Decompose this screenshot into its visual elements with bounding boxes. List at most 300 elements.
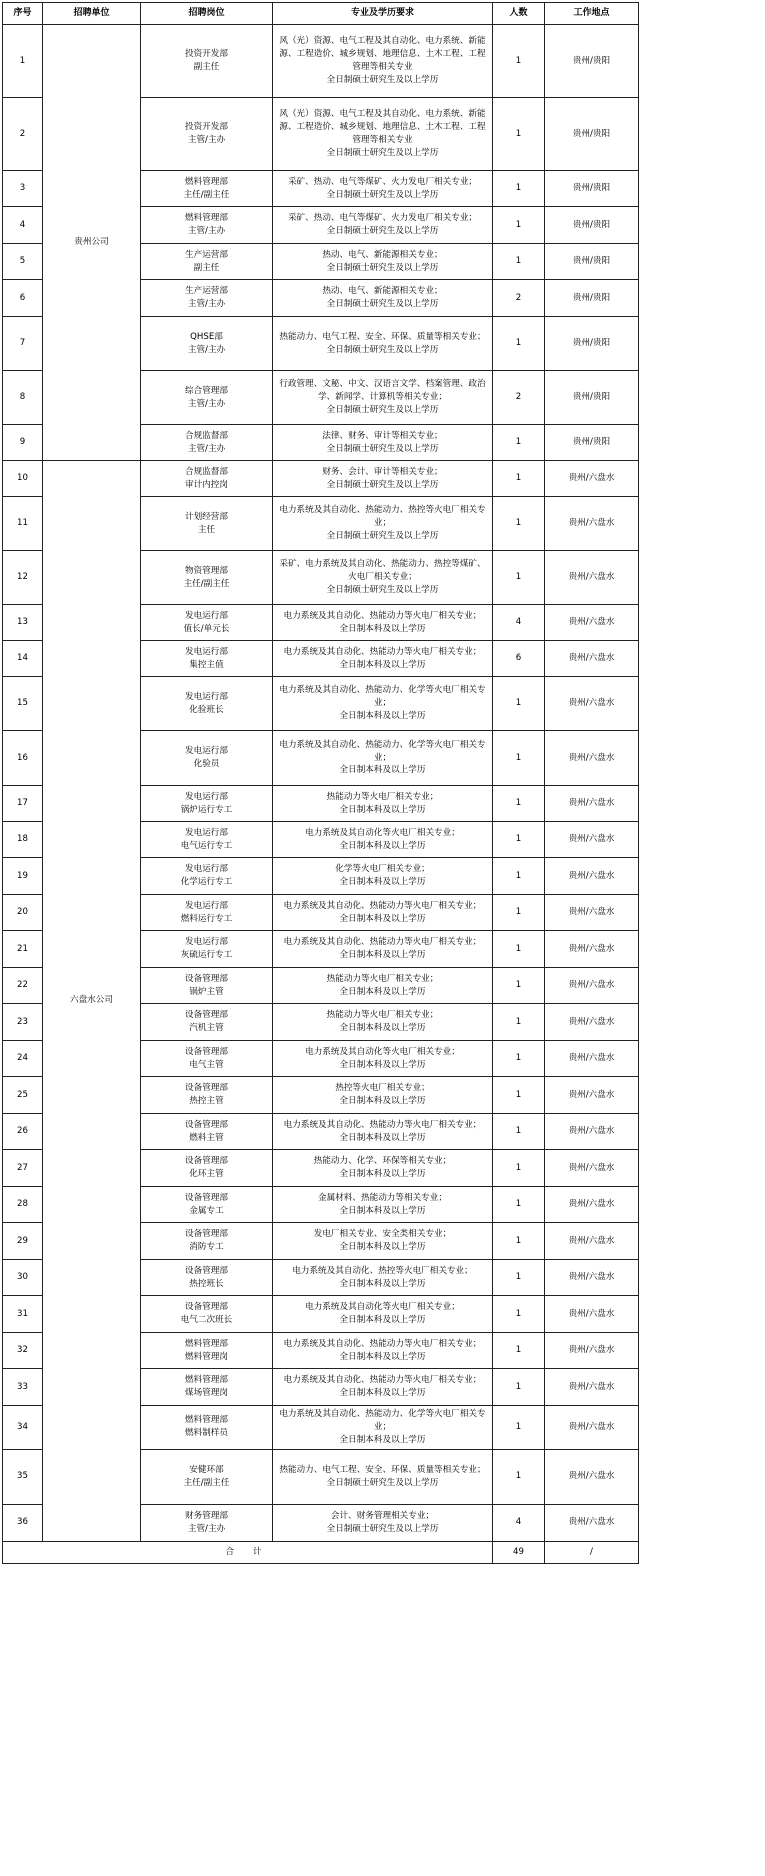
education-requirement: 全日制本科及以上学历 (339, 1205, 426, 1216)
requirements-cell (273, 371, 493, 425)
requirements-cell (273, 1504, 493, 1541)
count-cell: 4 (493, 605, 545, 641)
count-cell: 1 (493, 207, 545, 244)
major-requirement: 热能动力等火电厂相关专业； (326, 973, 439, 984)
location-cell: 贵州/六盘水 (545, 1296, 639, 1333)
row-number: 17 (3, 786, 43, 822)
table-body (3, 25, 639, 1542)
major-requirement: 电力系统及其自动化、热能动力、热控等火电厂相关专业； (279, 505, 486, 529)
major-requirement: 发电厂相关专业、安全类相关专业； (313, 1229, 452, 1240)
position-title: 主管/主办 (187, 344, 226, 355)
requirements-cell (273, 1406, 493, 1450)
row-number: 34 (3, 1406, 43, 1450)
location-cell: 贵州/贵阳 (545, 425, 639, 461)
row-number: 24 (3, 1041, 43, 1077)
position-cell (141, 25, 273, 98)
position-title: 热控主管 (189, 1096, 224, 1106)
location-cell: 贵州/六盘水 (545, 858, 639, 895)
department-name: 投资开发部 (185, 122, 228, 133)
location-cell: 贵州/六盘水 (545, 1004, 639, 1041)
total-location: / (545, 1541, 639, 1563)
department-name: 燃料管理部 (185, 176, 228, 187)
department-name: 燃料管理部 (185, 1415, 228, 1426)
total-row (3, 1541, 639, 1563)
requirements-cell (273, 244, 493, 280)
major-requirement: 电力系统及其自动化、热能动力等火电厂相关专业； (283, 937, 482, 948)
position-title: 电气运行专工 (180, 840, 233, 851)
location-cell: 贵州/六盘水 (545, 1449, 639, 1504)
major-requirement: 电力系统及其自动化、热能动力等火电厂相关专业； (283, 900, 482, 911)
position-cell (141, 461, 273, 497)
department-name: 发电运行部 (185, 646, 228, 657)
major-requirement: 热能动力、化学、环保等相关专业； (313, 1156, 452, 1167)
location-cell: 贵州/贵阳 (545, 207, 639, 244)
position-title: 主任/副主任 (183, 1477, 230, 1488)
department-name: 发电运行部 (185, 746, 228, 757)
requirements-cell (273, 1449, 493, 1504)
department-name: 设备管理部 (185, 1083, 228, 1094)
row-number: 7 (3, 317, 43, 371)
row-number: 10 (3, 461, 43, 497)
major-requirement: 热能动力、电气工程、安全、环保、质量等相关专业； (279, 1464, 486, 1475)
major-requirement: 风（光）资源、电气工程及其自动化、电力系统、新能源、工程造价、城乡规划、地理信息、土木工程、工程管理等相关专业 (279, 109, 486, 145)
count-cell: 2 (493, 371, 545, 425)
row-number: 3 (3, 171, 43, 207)
header-position: 招聘岗位 (141, 3, 273, 25)
count-cell: 1 (493, 968, 545, 1004)
count-cell: 1 (493, 677, 545, 731)
requirements-cell (273, 931, 493, 968)
department-name: 发电运行部 (185, 610, 228, 621)
row-number: 4 (3, 207, 43, 244)
position-title: 主管/主办 (187, 135, 226, 145)
education-requirement: 全日制本科及以上学历 (339, 765, 426, 776)
location-cell: 贵州/六盘水 (545, 786, 639, 822)
requirements-cell (273, 1150, 493, 1187)
education-requirement: 全日制本科及以上学历 (339, 877, 426, 887)
requirements-cell (273, 25, 493, 98)
table-row (3, 25, 639, 98)
major-requirement: 电力系统及其自动化、热能动力、化学等火电厂相关专业； (279, 685, 486, 709)
row-number: 16 (3, 731, 43, 786)
count-cell: 1 (493, 25, 545, 98)
count-cell: 1 (493, 461, 545, 497)
count-cell: 1 (493, 1004, 545, 1041)
requirements-cell (273, 1114, 493, 1150)
row-number: 20 (3, 895, 43, 931)
department-name: 设备管理部 (185, 973, 228, 984)
major-requirement: 电力系统及其自动化、热能动力等火电厂相关专业； (283, 646, 482, 657)
department-name: 合规监督部 (185, 466, 228, 477)
major-requirement: 热动、电气、新能源相关专业； (322, 286, 443, 297)
header-location: 工作地点 (545, 3, 639, 25)
total-label: 合 计 (3, 1541, 493, 1563)
education-requirement: 全日制硕士研究生及以上学历 (326, 74, 439, 85)
requirements-cell (273, 968, 493, 1004)
location-cell: 贵州/六盘水 (545, 551, 639, 605)
requirements-cell (273, 207, 493, 244)
requirements-cell (273, 1004, 493, 1041)
requirements-cell (273, 1260, 493, 1296)
education-requirement: 全日制硕士研究生及以上学历 (326, 530, 439, 541)
education-requirement: 全日制本科及以上学历 (339, 1315, 426, 1325)
position-title: 锅炉运行专工 (180, 804, 233, 815)
position-cell (141, 605, 273, 641)
major-requirement: 电力系统及其自动化、热能动力等火电厂相关专业； (283, 1338, 482, 1349)
position-cell (141, 280, 273, 317)
count-cell: 1 (493, 731, 545, 786)
location-cell: 贵州/六盘水 (545, 461, 639, 497)
position-title: 主任 (197, 524, 216, 535)
requirements-cell (273, 98, 493, 171)
header-no: 序号 (3, 3, 43, 25)
position-title: 集控主值 (189, 659, 224, 670)
header-requirements: 专业及学历要求 (273, 3, 493, 25)
education-requirement: 全日制本科及以上学历 (339, 1388, 426, 1398)
major-requirement: 热能动力等火电厂相关专业； (326, 791, 439, 802)
department-name: 发电运行部 (185, 791, 228, 802)
count-cell: 1 (493, 1333, 545, 1369)
count-cell: 6 (493, 641, 545, 677)
location-cell: 贵州/贵阳 (545, 98, 639, 171)
position-cell (141, 1041, 273, 1077)
education-requirement: 全日制本科及以上学历 (339, 1351, 426, 1362)
row-number: 12 (3, 551, 43, 605)
major-requirement: 电力系统及其自动化等火电厂相关专业； (305, 827, 460, 838)
recruitment-table-container (2, 2, 638, 1564)
row-number: 32 (3, 1333, 43, 1369)
education-requirement: 全日制本科及以上学历 (339, 1242, 426, 1252)
department-name: 设备管理部 (185, 1265, 228, 1276)
major-requirement: 金属材料、热能动力等相关专业； (318, 1192, 447, 1203)
education-requirement: 全日制本科及以上学历 (339, 1023, 426, 1033)
position-cell (141, 1260, 273, 1296)
location-cell: 贵州/六盘水 (545, 497, 639, 551)
position-cell (141, 1077, 273, 1114)
count-cell: 1 (493, 895, 545, 931)
position-title: 化环主管 (189, 1169, 224, 1179)
row-number: 1 (3, 25, 43, 98)
row-number: 33 (3, 1369, 43, 1406)
requirements-cell (273, 461, 493, 497)
location-cell: 贵州/六盘水 (545, 1260, 639, 1296)
row-number: 14 (3, 641, 43, 677)
requirements-cell (273, 822, 493, 858)
position-title: 燃料运行专工 (180, 913, 233, 924)
department-name: 发电运行部 (185, 827, 228, 838)
requirements-cell (273, 677, 493, 731)
position-title: 电气二次班长 (180, 1315, 233, 1325)
education-requirement: 全日制本科及以上学历 (339, 1278, 426, 1289)
major-requirement: 化学等火电厂相关专业； (335, 864, 430, 875)
position-cell (141, 731, 273, 786)
position-cell (141, 497, 273, 551)
count-cell: 1 (493, 1077, 545, 1114)
major-requirement: 采矿、热动、电气等煤矿、火力发电厂相关专业； (287, 213, 478, 224)
department-name: 设备管理部 (185, 1302, 228, 1313)
position-cell (141, 1187, 273, 1223)
position-cell (141, 895, 273, 931)
major-requirement: 热动、电气、新能源相关专业； (322, 249, 443, 260)
requirements-cell (273, 1369, 493, 1406)
row-number: 22 (3, 968, 43, 1004)
position-title: 主任/副主任 (183, 578, 230, 589)
location-cell: 贵州/六盘水 (545, 677, 639, 731)
education-requirement: 全日制硕士研究生及以上学历 (326, 479, 439, 490)
row-number: 21 (3, 931, 43, 968)
position-cell (141, 858, 273, 895)
position-title: 审计内控岗 (185, 479, 228, 490)
row-number: 13 (3, 605, 43, 641)
location-cell: 贵州/贵阳 (545, 280, 639, 317)
education-requirement: 全日制硕士研究生及以上学历 (326, 226, 439, 236)
requirements-cell (273, 731, 493, 786)
position-cell (141, 677, 273, 731)
department-name: 发电运行部 (185, 864, 228, 875)
education-requirement: 全日制本科及以上学历 (339, 1096, 426, 1106)
location-cell: 贵州/六盘水 (545, 931, 639, 968)
position-title: 副主任 (193, 62, 220, 72)
position-cell (141, 1223, 273, 1260)
position-cell (141, 371, 273, 425)
requirements-cell (273, 641, 493, 677)
position-cell (141, 1406, 273, 1450)
position-title: 主管/主办 (187, 226, 226, 236)
row-number: 11 (3, 497, 43, 551)
major-requirement: 电力系统及其自动化、热能动力等火电厂相关专业； (283, 1119, 482, 1130)
location-cell: 贵州/六盘水 (545, 641, 639, 677)
department-name: 物资管理部 (185, 565, 228, 576)
department-name: QHSE部 (190, 331, 223, 342)
row-number: 30 (3, 1260, 43, 1296)
education-requirement: 全日制本科及以上学历 (339, 804, 426, 815)
unit-cell: 贵州公司 (43, 25, 141, 461)
position-title: 化验员 (193, 759, 220, 769)
count-cell: 1 (493, 1406, 545, 1450)
education-requirement: 全日制本科及以上学历 (339, 986, 426, 997)
count-cell: 1 (493, 425, 545, 461)
recruitment-table (2, 2, 639, 1564)
position-title: 汽机主管 (189, 1023, 224, 1033)
count-cell: 4 (493, 1504, 545, 1541)
count-cell: 1 (493, 1260, 545, 1296)
department-name: 设备管理部 (185, 1010, 228, 1021)
location-cell: 贵州/六盘水 (545, 1333, 639, 1369)
position-title: 主管/主办 (187, 1523, 226, 1534)
location-cell: 贵州/贵阳 (545, 244, 639, 280)
education-requirement: 全日制硕士研究生及以上学历 (326, 147, 439, 158)
position-title: 化验班长 (189, 704, 224, 715)
row-number: 36 (3, 1504, 43, 1541)
position-title: 主管/主办 (187, 299, 226, 309)
position-cell (141, 1114, 273, 1150)
position-cell (141, 1004, 273, 1041)
position-cell (141, 171, 273, 207)
education-requirement: 全日制本科及以上学历 (339, 1132, 426, 1143)
count-cell: 1 (493, 98, 545, 171)
position-cell (141, 1449, 273, 1504)
location-cell: 贵州/六盘水 (545, 895, 639, 931)
major-requirement: 电力系统及其自动化、热能动力、化学等火电厂相关专业； (279, 1409, 486, 1432)
position-title: 煤场管理岗 (185, 1388, 228, 1398)
position-title: 化学运行专工 (180, 877, 233, 887)
education-requirement: 全日制本科及以上学历 (339, 1169, 426, 1179)
education-requirement: 全日制本科及以上学历 (339, 913, 426, 924)
location-cell: 贵州/六盘水 (545, 968, 639, 1004)
department-name: 设备管理部 (185, 1156, 228, 1167)
position-title: 值长/单元长 (183, 623, 230, 634)
requirements-cell (273, 280, 493, 317)
position-title: 燃料管理岗 (185, 1351, 228, 1362)
department-name: 投资开发部 (185, 49, 228, 60)
position-cell (141, 1296, 273, 1333)
department-name: 计划经营部 (185, 511, 228, 522)
count-cell: 1 (493, 786, 545, 822)
department-name: 燃料管理部 (185, 213, 228, 224)
row-number: 15 (3, 677, 43, 731)
major-requirement: 会计、财务管理相关专业； (330, 1510, 435, 1521)
count-cell: 1 (493, 1150, 545, 1187)
education-requirement: 全日制硕士研究生及以上学历 (326, 299, 439, 309)
requirements-cell (273, 895, 493, 931)
requirements-cell (273, 1041, 493, 1077)
position-cell (141, 244, 273, 280)
position-title: 电气主管 (189, 1059, 224, 1070)
major-requirement: 采矿、电力系统及其自动化、热能动力、热控等煤矿、火电厂相关专业； (279, 559, 486, 583)
education-requirement: 全日制本科及以上学历 (339, 1059, 426, 1070)
department-name: 设备管理部 (185, 1046, 228, 1057)
row-number: 27 (3, 1150, 43, 1187)
location-cell: 贵州/六盘水 (545, 1041, 639, 1077)
position-cell (141, 1369, 273, 1406)
requirements-cell (273, 1077, 493, 1114)
table-header-row (3, 3, 639, 25)
count-cell: 1 (493, 1223, 545, 1260)
major-requirement: 电力系统及其自动化等火电厂相关专业； (305, 1046, 460, 1057)
department-name: 安健环部 (189, 1464, 224, 1475)
education-requirement: 全日制硕士研究生及以上学历 (326, 584, 439, 595)
header-count: 人数 (493, 3, 545, 25)
row-number: 29 (3, 1223, 43, 1260)
position-cell (141, 1150, 273, 1187)
location-cell: 贵州/六盘水 (545, 1114, 639, 1150)
requirements-cell (273, 858, 493, 895)
education-requirement: 全日制本科及以上学历 (339, 840, 426, 851)
row-number: 2 (3, 98, 43, 171)
position-cell (141, 98, 273, 171)
total-count: 49 (493, 1541, 545, 1563)
major-requirement: 电力系统及其自动化、热能动力、化学等火电厂相关专业； (279, 739, 486, 763)
count-cell: 2 (493, 280, 545, 317)
count-cell: 1 (493, 822, 545, 858)
row-number: 35 (3, 1449, 43, 1504)
major-requirement: 风（光）资源、电气工程及其自动化、电力系统、新能源、工程造价、城乡规划、地理信息、土木工程、工程管理等相关专业 (279, 36, 486, 72)
department-name: 财务管理部 (185, 1510, 228, 1521)
row-number: 28 (3, 1187, 43, 1223)
department-name: 生产运营部 (185, 286, 228, 297)
major-requirement: 法律、财务、审计等相关专业； (322, 430, 443, 441)
count-cell: 1 (493, 497, 545, 551)
requirements-cell (273, 1223, 493, 1260)
row-number: 18 (3, 822, 43, 858)
location-cell: 贵州/六盘水 (545, 731, 639, 786)
position-title: 主管/主办 (187, 443, 226, 454)
position-title: 消防专工 (189, 1242, 224, 1252)
major-requirement: 行政管理、文秘、中文、汉语言文学、档案管理、政治学、新闻学、计算机等相关专业； (279, 379, 486, 403)
requirements-cell (273, 551, 493, 605)
position-cell (141, 1504, 273, 1541)
count-cell: 1 (493, 1369, 545, 1406)
location-cell: 贵州/六盘水 (545, 1223, 639, 1260)
location-cell: 贵州/六盘水 (545, 605, 639, 641)
position-cell (141, 425, 273, 461)
department-name: 综合管理部 (185, 385, 228, 396)
position-cell (141, 968, 273, 1004)
requirements-cell (273, 1296, 493, 1333)
department-name: 发电运行部 (185, 937, 228, 948)
row-number: 5 (3, 244, 43, 280)
location-cell: 贵州/六盘水 (545, 1187, 639, 1223)
count-cell: 1 (493, 931, 545, 968)
requirements-cell (273, 605, 493, 641)
requirements-cell (273, 1187, 493, 1223)
position-cell (141, 551, 273, 605)
major-requirement: 电力系统及其自动化、热能动力等火电厂相关专业； (283, 610, 482, 621)
position-cell (141, 1333, 273, 1369)
count-cell: 1 (493, 317, 545, 371)
count-cell: 1 (493, 858, 545, 895)
major-requirement: 采矿、热动、电气等煤矿、火力发电厂相关专业； (287, 176, 478, 187)
position-cell (141, 822, 273, 858)
department-name: 发电运行部 (185, 691, 228, 702)
location-cell: 贵州/贵阳 (545, 371, 639, 425)
department-name: 合规监督部 (185, 430, 228, 441)
count-cell: 1 (493, 551, 545, 605)
count-cell: 1 (493, 171, 545, 207)
department-name: 设备管理部 (185, 1119, 228, 1130)
education-requirement: 全日制硕士研究生及以上学历 (326, 404, 439, 415)
position-cell (141, 317, 273, 371)
education-requirement: 全日制硕士研究生及以上学历 (326, 1523, 439, 1534)
major-requirement: 电力系统及其自动化、热控等火电厂相关专业； (292, 1265, 473, 1276)
position-title: 副主任 (193, 262, 220, 273)
department-name: 发电运行部 (185, 900, 228, 911)
count-cell: 1 (493, 1187, 545, 1223)
department-name: 生产运营部 (185, 249, 228, 260)
major-requirement: 财务、会计、审计等相关专业； (322, 466, 443, 477)
position-cell (141, 786, 273, 822)
header-unit: 招聘单位 (43, 3, 141, 25)
location-cell: 贵州/贵阳 (545, 171, 639, 207)
education-requirement: 全日制本科及以上学历 (339, 1434, 426, 1445)
requirements-cell (273, 317, 493, 371)
count-cell: 1 (493, 1449, 545, 1504)
major-requirement: 电力系统及其自动化等火电厂相关专业； (305, 1302, 460, 1313)
location-cell: 贵州/贵阳 (545, 317, 639, 371)
position-cell (141, 641, 273, 677)
location-cell: 贵州/六盘水 (545, 1150, 639, 1187)
unit-cell: 六盘水公司 (43, 461, 141, 1542)
position-title: 主任/副主任 (183, 189, 230, 200)
count-cell: 1 (493, 1114, 545, 1150)
education-requirement: 全日制硕士研究生及以上学历 (326, 1477, 439, 1488)
location-cell: 贵州/六盘水 (545, 1077, 639, 1114)
department-name: 燃料管理部 (185, 1375, 228, 1386)
department-name: 设备管理部 (185, 1229, 228, 1240)
table-row (3, 461, 639, 497)
requirements-cell (273, 425, 493, 461)
row-number: 6 (3, 280, 43, 317)
